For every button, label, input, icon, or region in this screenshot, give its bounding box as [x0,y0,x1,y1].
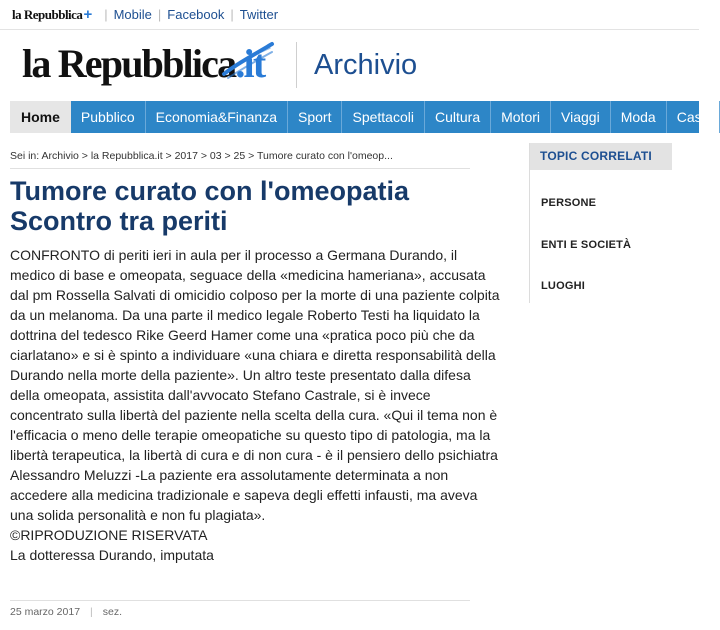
logo-main: la Repubblica [22,41,236,86]
masthead-divider [296,42,297,88]
breadcrumb-divider [10,168,470,169]
masthead [0,30,699,100]
related-topics-heading: TOPIC CORRELATI [530,143,672,170]
nav-item-casa[interactable]: Casa [667,101,720,133]
related-topics-sidebar [529,143,699,303]
meta-separator: | [90,606,93,618]
article-title [10,176,480,236]
nav-item-pubblico[interactable]: Pubblico [71,101,146,133]
nav-item-home[interactable]: Home [10,101,71,133]
divider: | [104,7,108,22]
top-utility-bar [0,0,699,30]
nav-item-economia-finanza[interactable]: Economia&Finanza [146,101,288,133]
image-caption: La dotteressa Durando, imputata [10,547,214,563]
nav-item-viaggi[interactable]: Viaggi [551,101,611,133]
divider: | [230,7,234,22]
article-meta [10,606,122,618]
breadcrumb[interactable]: Sei in: Archivio > la Repubblica.it > 2017 > 03 > 25 > Tumore curato con l'omeop... [10,150,393,162]
nav-item-cultura[interactable]: Cultura [425,101,491,133]
nav-item-moda[interactable]: Moda [611,101,667,133]
nav-item-sport[interactable]: Sport [288,101,342,133]
logo-swash-icon [222,40,274,80]
section-title[interactable]: Archivio [314,49,418,81]
mobile-link[interactable]: Mobile [113,7,152,22]
nav-item-spettacoli[interactable]: Spettacoli [342,101,424,133]
article-paragraph: CONFRONTO di periti ieri in aula per il processo a Germana Durando, il medico di base e omeopata, seguace della «medicina hameriana», accusata dal pm Rossella Salvati di omicidio colposo per la morte di una paziente colpita da un melanoma. Da una parte il medico legale Roberto Testi ha liquidato la dottrina del tedesco Rike Geerd Hamer come una «pratica poco più che da ciarlatano» e si è spinto a individuare «una chiara e diretta responsabilità della Durando nella morte della paziente». Un altro teste presentato dalla difesa della omeopata, assistita dall'avvocato Stefano Castrale, si è invece concentrato sulla libertà del paziente nella scelta della cura. «Qui il tema non è l'efficacia o meno delle terapie omeopatiche su questo tipo di patologia, ma la libertà terapeutica, la libertà di cura e di non cura - è il pensiero dello psichiatra Alessandro Meluzzi -La paziente era assolutamente determinata a non accedere alla medicina tradizionale e sapeva degli effetti infausti, ma aveva una solida personalità e non fu plagiata». [10,247,500,523]
mini-logo[interactable]: la Repubblica [12,6,83,22]
copyright-notice: ©RIPRODUZIONE RISERVATA [10,527,208,543]
logo-tld: .it [235,41,265,86]
twitter-link[interactable]: Twitter [239,7,279,22]
facebook-link[interactable]: Facebook [167,7,225,22]
article-body [10,245,500,565]
divider: | [157,7,162,22]
nav-item-motori[interactable]: Motori [491,101,551,133]
topic-enti-e-societa[interactable]: ENTI E SOCIETÀ [541,239,632,251]
main-nav [10,101,710,133]
title-line-2: Scontro tra periti [10,206,228,236]
plus-icon[interactable]: + [83,6,93,23]
topic-persone[interactable]: PERSONE [541,197,597,209]
topic-luoghi[interactable]: LUOGHI [541,280,585,292]
footer-divider [10,600,470,601]
article-date: 25 marzo 2017 [10,606,81,618]
article-section: sez. [102,606,123,618]
title-line-1: Tumore curato con l'omeopatia [10,176,409,206]
